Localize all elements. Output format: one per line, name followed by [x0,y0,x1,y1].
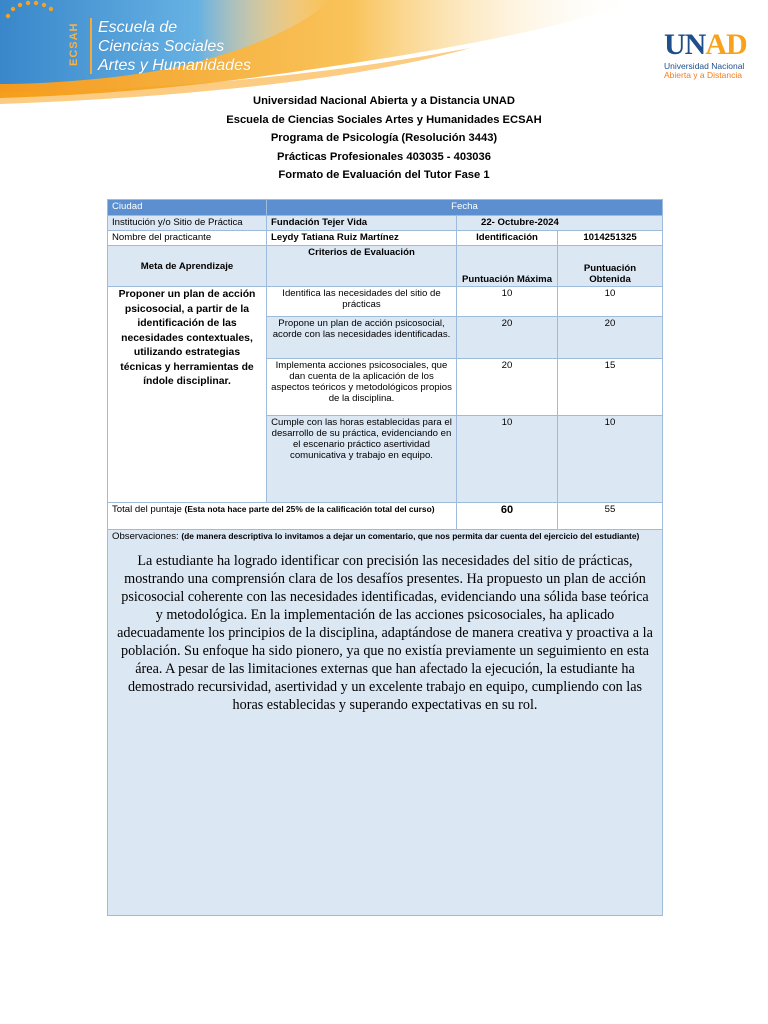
criterio-2-max: 20 [457,317,558,359]
identificacion-value: 1014251325 [558,231,663,246]
title-practices: Prácticas Profesionales 403035 - 403036 [277,150,491,163]
fecha-value: 22- Octubre-2024 [457,216,663,231]
table-row [108,503,663,530]
total-max: 60 [457,503,558,530]
criterio-2: Propone un plan de acción psicosocial, acorde con las necesidades identificadas. [267,317,457,359]
evaluation-table [107,199,663,916]
criterio-4: Cumple con las horas establecidas para el desarrollo de su práctica, evidenciando en el escenario práctico asertividad comunicativa y trabajo en equipo. [267,416,457,503]
unad-dots-icon [0,0,84,66]
obt-header: Puntuación Obtenida [558,246,663,287]
meta-text: Proponer un plan de acción psicosocial, a partir de la identificación de las necesidades contextuales, utilizando estrategias técnicas y herramientas de índole disciplinar. [108,287,267,503]
criterio-3: Implementa acciones psicosociales, que dan cuenta de la aplicación de los aspectos teóricos y metodológicos propios de la disciplina. [267,359,457,416]
table-row [108,231,663,246]
criterio-4-obt: 10 [558,416,663,503]
table-row [108,287,663,317]
ecsah-vertical-label: ECSAH [68,22,80,66]
observaciones-header: Observaciones: (de manera descriptiva lo invitamos a dejar un comentario, que nos permita dar cuenta del ejercicio del estudiante) [112,531,640,542]
criterio-1-obt: 10 [558,287,663,317]
meta-header: Meta de Aprendizaje [108,246,267,287]
school-line-3: Artes y Humanidades [98,57,251,74]
max-header: Puntuación Máxima [457,246,558,287]
identificacion-label: Identificación [457,231,558,246]
institucion-label: Institución y/o Sitio de Práctica [108,216,267,231]
school-line-2: Ciencias Sociales [98,38,225,55]
table-row [108,530,663,916]
school-line-1: Escuela de [98,19,178,36]
unad-logo-subtitle: Universidad Nacional Abierta y a Distancia [664,61,745,80]
observaciones-cell [108,530,663,916]
title-format: Formato de Evaluación del Tutor Fase 1 [278,169,490,182]
criterio-1: Identifica las necesidades del sitio de prácticas [267,287,457,317]
observaciones-text: La estudiante ha logrado identificar con precisión las necesidades del sitio de prácticas, mostrando una comprensión clara de los desafíos presentes. Ha propuesto un plan de acción psicosocial coherente con las necesidades identificadas, evidenciando una sólida base teórica y metodológica. En la implementación de las acciones psicosociales, ha aplicado adecuadamente los principios de la disciplina, adaptándose de manera creativa y proactiva a la población. Su enfoque ha sido pionero, ya que no existía previamente un seguimiento en esta área. A pesar de las limitaciones externas que han afectado la ejecución, la estudiante ha demostrado recursividad, asertividad y un excelente trabajo en equipo, cumpliendo con las horas establecidas y superando expectativas en su rol. [117,553,653,713]
table-row [108,246,663,287]
table-row [108,216,663,231]
title-program: Programa de Psicología (Resolución 3443) [270,132,498,145]
criterio-2-obt: 20 [558,317,663,359]
criterios-header: Criterios de Evaluación [267,246,457,287]
table-row [108,200,663,216]
criterio-1-max: 10 [457,287,558,317]
total-label: Total del puntaje (Esta nota hace parte del 25% de la calificación total del curso) [108,503,457,530]
practicante-label: Nombre del practicante [108,231,267,246]
banner-divider [90,18,92,74]
school-name [98,18,251,75]
criterio-4-max: 10 [457,416,558,503]
institucion-value: Fundación Tejer Vida [267,216,457,231]
ciudad-label: Ciudad [108,200,267,216]
fecha-label: Fecha [267,200,663,216]
criterio-3-obt: 15 [558,359,663,416]
title-university: Universidad Nacional Abierta y a Distancia UNAD [253,95,515,107]
title-school: Escuela de Ciencias Sociales Artes y Humanidades ECSAH [226,113,542,126]
document-titles [0,92,768,185]
total-obt: 55 [558,503,663,530]
unad-logo-text: UNAD [664,28,747,61]
practicante-value: Leydy Tatiana Ruiz Martínez [267,231,457,246]
criterio-3-max: 20 [457,359,558,416]
